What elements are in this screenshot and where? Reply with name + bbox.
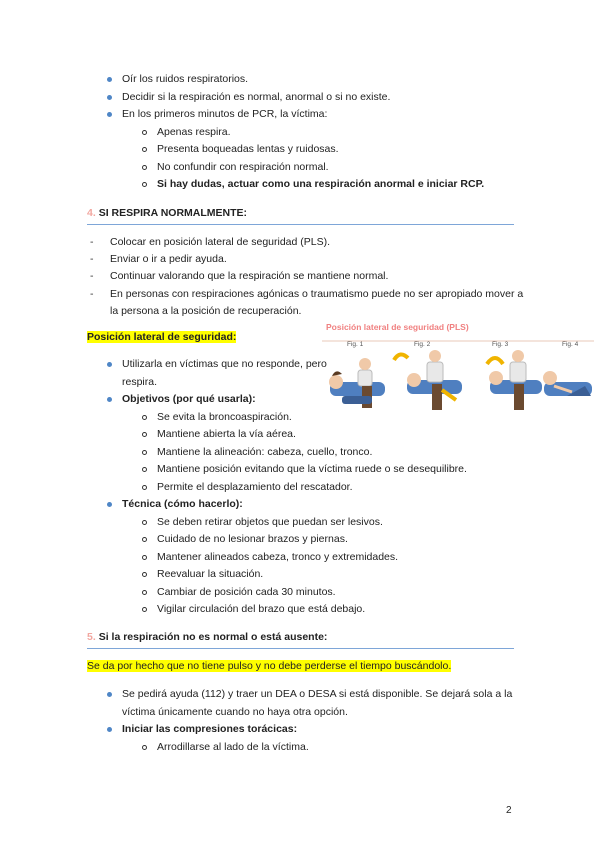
sub-list-item: Mantiene la alineación: cabeza, cuello, tronco. [157,446,373,458]
section-number: 5. [87,631,96,643]
objetivos-title: Objetivos (por qué usarla): [122,393,256,405]
pls-step-3-illustration [487,350,542,410]
sub-list-item: Se evita la broncoaspiración. [157,411,292,423]
section-divider [87,224,514,225]
pls-figure [322,322,594,418]
list-item: Utilizarla en víctimas que no responde, pero [122,358,327,370]
list-item-continuation: la persona a la posición de recuperación. [110,305,302,317]
section-number: 4. [87,207,96,219]
list-item: - En personas con respiraciones agónicas o traumatismo puede no ser apropiado mover a [110,288,523,301]
sub-list-item: Mantiene posición evitando que la víctima ruede o se desequilibre. [157,463,467,475]
section-title: Si la respiración no es normal o está ausente: [98,631,328,643]
pls-step-4-illustration [543,371,592,396]
list-item: - Continuar valorando que la respiración se mantiene normal. [110,270,388,283]
list-item: En los primeros minutos de PCR, la víctima: [122,108,328,120]
sub-list-item: Cuidado de no lesionar brazos y piernas. [157,533,348,545]
list-item: - Colocar en posición lateral de seguridad (PLS). [110,236,330,249]
pls-heading: Posición lateral de seguridad: [87,331,237,343]
list-item: Decidir si la respiración es normal, anormal o si no existe. [122,91,391,103]
section-divider [87,648,514,649]
figure-title: Posición lateral de seguridad (PLS) [326,322,469,332]
section-5-heading [87,631,327,644]
section-4-heading [87,207,247,220]
page-number: 2 [506,805,512,816]
sub-list-item: Arrodillarse al lado de la víctima. [157,741,309,753]
list-item-continuation: víctima únicamente cuando no haya otra opción. [122,706,348,718]
section-5-highlight: Se da por hecho que no tiene pulso y no debe perderse el tiempo buscándolo. [87,660,452,672]
list-item-continuation: respira. [122,376,158,388]
pls-illustration [322,340,594,418]
pls-step-1-illustration [329,358,385,408]
sub-list-item: Vigilar circulación del brazo que está debajo. [157,603,366,615]
sub-list-item: Cambiar de posición cada 30 minutos. [157,586,336,598]
sub-list-item: Apenas respira. [157,126,231,138]
sub-list-item: Reevaluar la situación. [157,568,264,580]
tecnica-title: Técnica (cómo hacerlo): [122,498,243,510]
sub-list-item: Presenta boqueadas lentas y ruidosas. [157,143,339,155]
sub-list-item: Mantiene abierta la vía aérea. [157,428,296,440]
sub-list-item: Mantener alineados cabeza, tronco y extremidades. [157,551,399,563]
figure-label: Fig. 4 [562,341,579,348]
compresiones-title: Iniciar las compresiones torácicas: [122,723,298,735]
sub-list-item: Permite el desplazamiento del rescatador. [157,481,353,493]
sub-list-item: Si hay dudas, actuar como una respiración anormal e iniciar RCP. [157,178,485,190]
pls-step-2-illustration [394,350,462,410]
figure-label: Fig. 3 [492,341,509,348]
sub-list-item: Se deben retirar objetos que puedan ser lesivos. [157,516,383,528]
section-title: SI RESPIRA NORMALMENTE: [98,207,248,219]
figure-label: Fig. 1 [347,341,364,348]
list-item: - Enviar o ir a pedir ayuda. [110,253,227,266]
list-item: Oír los ruidos respiratorios. [122,73,249,85]
list-item: Se pedirá ayuda (112) y traer un DEA o DESA si está disponible. Se dejará sola a la [122,688,513,700]
figure-label: Fig. 2 [414,341,431,348]
sub-list-item: No confundir con respiración normal. [157,161,329,173]
